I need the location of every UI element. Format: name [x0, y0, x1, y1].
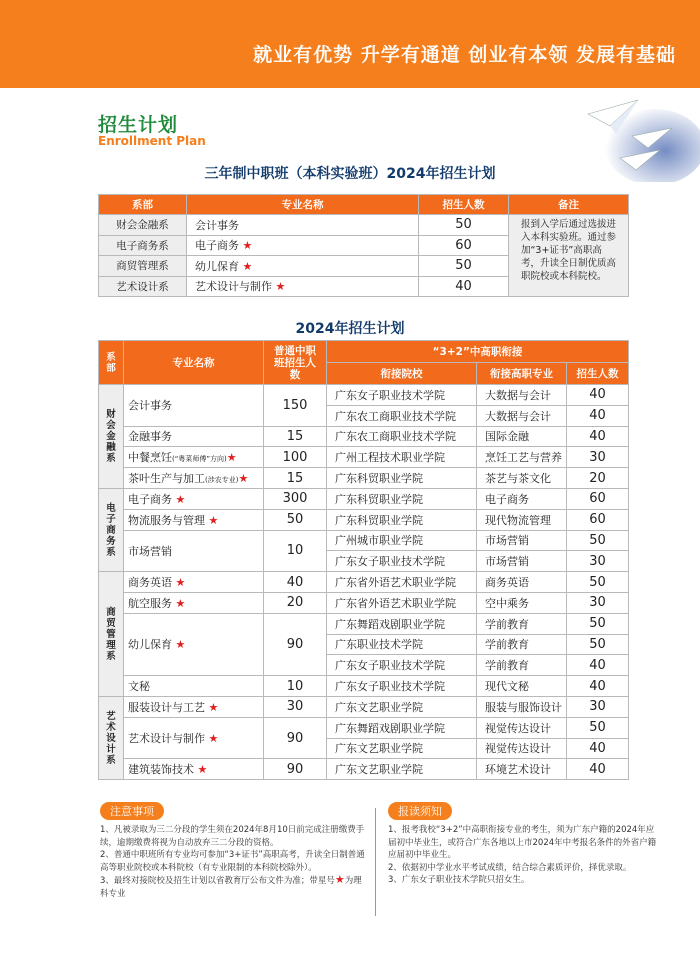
- link-count-cell: 40: [567, 405, 629, 426]
- section-subtitle: Enrollment Plan: [98, 134, 206, 148]
- link-count-cell: 40: [567, 655, 629, 676]
- notes-item: 1、凡被录取为三二分段的学生须在2024年8月10日前完成注册缴费手续，逾期缴费将视为自动放弃三二分段的资格。: [100, 825, 365, 848]
- school-cell: 广东农工商职业技术学院: [327, 405, 477, 426]
- link-count-cell: 40: [567, 759, 629, 780]
- regular-count-cell: 20: [264, 592, 327, 613]
- school-cell: 广东省外语艺术职业学院: [327, 572, 477, 593]
- link-count-cell: 50: [567, 613, 629, 634]
- school-cell: 广东农工商职业技术学院: [327, 426, 477, 447]
- major-cell: 电子商务 ★: [124, 488, 264, 509]
- star-icon: ★: [175, 596, 186, 610]
- major-cell: 商务英语 ★: [124, 572, 264, 593]
- header-dept: 系部: [99, 341, 124, 385]
- major-cell: 幼儿保育 ★: [124, 613, 264, 675]
- star-icon: ★: [238, 472, 249, 486]
- top-banner: [0, 0, 700, 88]
- school-cell: 广东文艺职业学院: [327, 738, 477, 759]
- program-cell: 空中乘务: [477, 592, 567, 613]
- header-link-group: “3+2”中高职衔接: [327, 341, 629, 363]
- regular-count-cell: 10: [264, 530, 327, 572]
- regular-count-cell: 15: [264, 426, 327, 447]
- school-cell: 广东科贸职业学院: [327, 468, 477, 489]
- major-cell: 艺术设计与制作 ★: [187, 276, 419, 297]
- major-cell: 服装设计与工艺 ★: [124, 696, 264, 717]
- program-cell: 烹饪工艺与营养: [477, 447, 567, 468]
- star-icon: ★: [226, 451, 237, 465]
- regular-count-cell: 40: [264, 572, 327, 593]
- star-icon: ★: [197, 763, 208, 777]
- dept-cell: 艺术设计系: [99, 276, 187, 297]
- dept-cell: 财会金融系: [99, 385, 124, 489]
- table1-title: 三年制中职班（本科实验班）2024年招生计划: [204, 166, 496, 182]
- dept-cell: 电子商务系: [99, 235, 187, 256]
- link-count-cell: 30: [567, 447, 629, 468]
- header-regular: 普通中职班招生人数: [264, 341, 327, 385]
- major-cell: 会计事务: [187, 215, 419, 236]
- major-cell: 幼儿保育 ★: [187, 256, 419, 277]
- program-cell: 大数据与会计: [477, 405, 567, 426]
- table-row: [99, 509, 629, 530]
- major-cell: 会计事务: [124, 385, 264, 427]
- header-count: 招生人数: [419, 195, 509, 215]
- notes-item: 3、最终对接院校及招生计划以省教育厅公布文件为准；带星号★为理科专业: [100, 873, 362, 899]
- star-icon: ★: [334, 873, 345, 886]
- link-count-cell: 50: [567, 717, 629, 738]
- notes-item: 2、普通中职班所有专业均可参加“3+证书”高职高考，升读全日制普通高等职业院校或本科院校（有专业限制的本科院校除外）。: [100, 850, 365, 873]
- school-cell: 广东女子职业技术学院: [327, 551, 477, 572]
- program-cell: 学前教育: [477, 613, 567, 634]
- table-row: [99, 426, 629, 447]
- regular-count-cell: 100: [264, 447, 327, 468]
- table-row: [99, 572, 629, 593]
- program-cell: 大数据与会计: [477, 385, 567, 406]
- count-cell: 40: [419, 276, 509, 297]
- table-row: [99, 717, 629, 738]
- notes-section: [100, 800, 370, 900]
- section-title: 招生计划: [98, 114, 179, 136]
- program-cell: 国际金融: [477, 426, 567, 447]
- header-count: 招生人数: [567, 363, 629, 385]
- link-count-cell: 40: [567, 738, 629, 759]
- enrollment-plan-table: [98, 340, 629, 780]
- regular-count-cell: 50: [264, 509, 327, 530]
- link-count-cell: 60: [567, 488, 629, 509]
- table-row: [99, 530, 629, 551]
- school-cell: 广东舞蹈戏剧职业学院: [327, 613, 477, 634]
- notes-divider: [375, 808, 376, 916]
- guide-section: [388, 800, 658, 887]
- table-row: [99, 215, 629, 236]
- program-cell: 市场营销: [477, 530, 567, 551]
- table2-title: 2024年招生计划: [295, 321, 405, 337]
- major-cell: 金融事务: [124, 426, 264, 447]
- dept-cell: 商贸管理系: [99, 256, 187, 277]
- major-cell: 茶叶生产与加工(涉农专业)★: [124, 468, 264, 489]
- major-cell: 文秘: [124, 676, 264, 697]
- banner-slogan: 就业有优势 升学有通道 创业有本领 发展有基础: [253, 44, 676, 66]
- link-count-cell: 30: [567, 696, 629, 717]
- table-row: [99, 613, 629, 634]
- regular-count-cell: 300: [264, 488, 327, 509]
- regular-count-cell: 90: [264, 613, 327, 675]
- major-cell: 市场营销: [124, 530, 264, 572]
- experimental-class-table: [98, 194, 629, 297]
- major-cell: 电子商务 ★: [187, 235, 419, 256]
- school-cell: 广东女子职业技术学院: [327, 676, 477, 697]
- program-cell: 视觉传达设计: [477, 717, 567, 738]
- link-count-cell: 40: [567, 676, 629, 697]
- program-cell: 现代文秘: [477, 676, 567, 697]
- program-cell: 现代物流管理: [477, 509, 567, 530]
- table-row: [99, 488, 629, 509]
- star-icon: ★: [242, 259, 253, 273]
- program-cell: 环境艺术设计: [477, 759, 567, 780]
- table-row: [99, 468, 629, 489]
- school-cell: 广东科贸职业学院: [327, 509, 477, 530]
- regular-count-cell: 90: [264, 759, 327, 780]
- link-count-cell: 40: [567, 426, 629, 447]
- guide-heading: 报读须知: [388, 802, 452, 820]
- table-header-row: [99, 341, 629, 363]
- major-cell: 中餐烹饪(“粤菜师傅”方向)★: [124, 447, 264, 468]
- guide-item: 2、依据初中学业水平考试成绩，结合综合素质评价，择优录取。: [388, 862, 632, 873]
- school-cell: 广东文艺职业学院: [327, 759, 477, 780]
- dept-cell: 财会金融系: [99, 215, 187, 236]
- school-cell: 广东舞蹈戏剧职业学院: [327, 717, 477, 738]
- school-cell: 广东职业技术学院: [327, 634, 477, 655]
- major-cell: 航空服务 ★: [124, 592, 264, 613]
- link-count-cell: 50: [567, 530, 629, 551]
- dept-cell: 艺术设计系: [99, 696, 124, 779]
- table-row: [99, 447, 629, 468]
- school-cell: 广州城市职业学院: [327, 530, 477, 551]
- link-count-cell: 20: [567, 468, 629, 489]
- program-cell: 视觉传达设计: [477, 738, 567, 759]
- note-cell: 报到入学后通过选拔进入本科实验班。通过参加“3+证书”高职高考，升读全日制优质高职院校或本科院校。: [509, 215, 629, 297]
- header-dept: 系部: [99, 195, 187, 215]
- major-cell: 艺术设计与制作 ★: [124, 717, 264, 759]
- link-count-cell: 50: [567, 572, 629, 593]
- program-cell: 茶艺与茶文化: [477, 468, 567, 489]
- star-icon: ★: [175, 492, 186, 506]
- major-cell: 建筑装饰技术 ★: [124, 759, 264, 780]
- star-icon: ★: [242, 239, 253, 253]
- star-icon: ★: [208, 732, 219, 746]
- star-icon: ★: [175, 576, 186, 590]
- link-count-cell: 40: [567, 385, 629, 406]
- program-cell: 电子商务: [477, 488, 567, 509]
- dept-cell: 电子商务系: [99, 488, 124, 571]
- table-row: [99, 592, 629, 613]
- program-cell: 学前教育: [477, 655, 567, 676]
- guide-item: 1、报考我校“3+2”中高职衔接专业的考生，须为广东户籍的2024年应届初中毕业生，或符合广东各地以上市2024年中考报名条件的外省户籍应届初中毕业生。: [388, 825, 657, 860]
- header-school: 衔接院校: [327, 363, 477, 385]
- star-icon: ★: [275, 280, 286, 294]
- link-count-cell: 50: [567, 634, 629, 655]
- major-cell: 物流服务与管理 ★: [124, 509, 264, 530]
- regular-count-cell: 15: [264, 468, 327, 489]
- count-cell: 60: [419, 235, 509, 256]
- regular-count-cell: 10: [264, 676, 327, 697]
- header-note: 备注: [509, 195, 629, 215]
- dept-cell: 商贸管理系: [99, 572, 124, 697]
- table-row: [99, 385, 629, 406]
- table-row: [99, 676, 629, 697]
- school-cell: 广州工程技术职业学院: [327, 447, 477, 468]
- program-cell: 市场营销: [477, 551, 567, 572]
- count-cell: 50: [419, 215, 509, 236]
- star-icon: ★: [208, 700, 219, 714]
- program-cell: 服装与服饰设计: [477, 696, 567, 717]
- program-cell: 学前教育: [477, 634, 567, 655]
- table-row: [99, 696, 629, 717]
- guide-item: 3、广东女子职业技术学院只招女生。: [388, 875, 530, 885]
- header-program: 衔接高职专业: [477, 363, 567, 385]
- table-header-row: [99, 195, 629, 215]
- school-cell: 广东女子职业技术学院: [327, 655, 477, 676]
- table-row: [99, 759, 629, 780]
- star-icon: ★: [175, 638, 186, 652]
- header-major: 专业名称: [124, 341, 264, 385]
- program-cell: 商务英语: [477, 572, 567, 593]
- school-cell: 广东科贸职业学院: [327, 488, 477, 509]
- link-count-cell: 30: [567, 551, 629, 572]
- count-cell: 50: [419, 256, 509, 277]
- regular-count-cell: 30: [264, 696, 327, 717]
- header-major: 专业名称: [187, 195, 419, 215]
- school-cell: 广东文艺职业学院: [327, 696, 477, 717]
- notes-heading: 注意事项: [100, 802, 164, 820]
- regular-count-cell: 90: [264, 717, 327, 759]
- school-cell: 广东省外语艺术职业学院: [327, 592, 477, 613]
- link-count-cell: 30: [567, 592, 629, 613]
- regular-count-cell: 150: [264, 385, 327, 427]
- school-cell: 广东女子职业技术学院: [327, 385, 477, 406]
- link-count-cell: 60: [567, 509, 629, 530]
- star-icon: ★: [208, 513, 219, 527]
